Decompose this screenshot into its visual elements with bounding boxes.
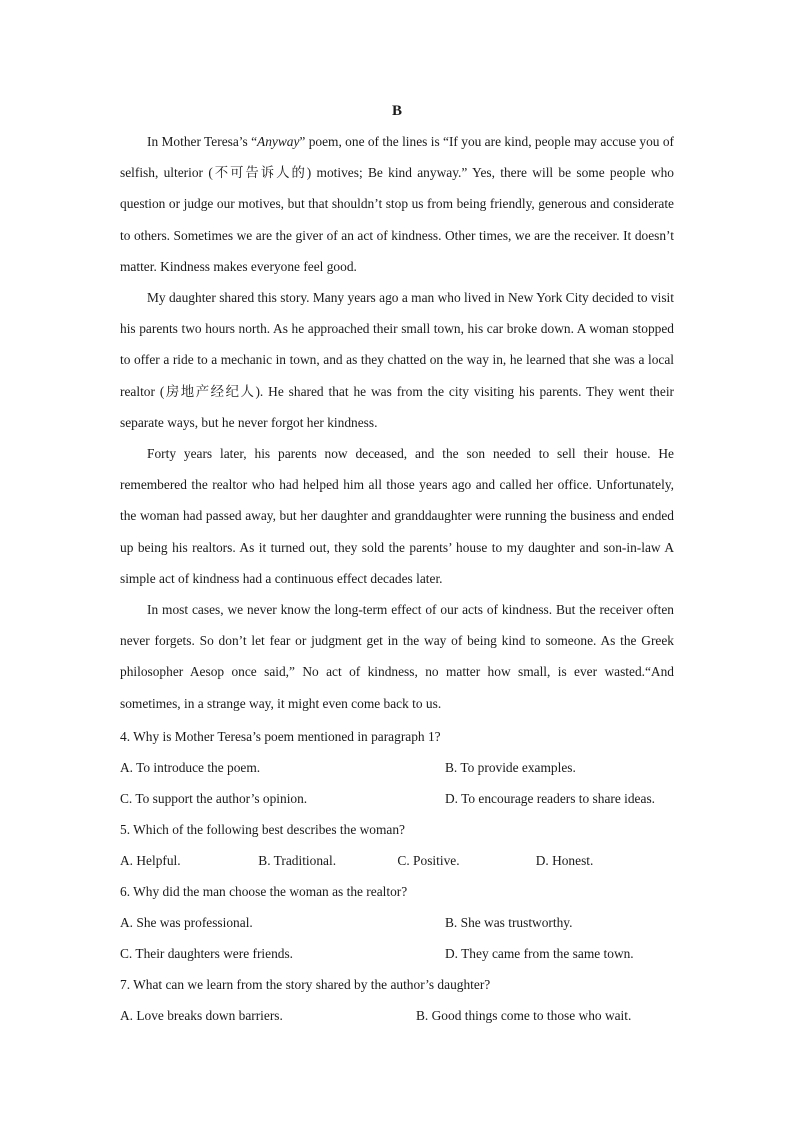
poem-title: Anyway: [257, 134, 300, 149]
option-b: B. She was trustworthy.: [445, 914, 573, 930]
paragraph-1-text-start: In Mother Teresa’s “: [147, 134, 258, 149]
options-row: [120, 783, 674, 814]
options-row: [120, 1000, 674, 1031]
option-d: D. To encourage readers to share ideas.: [445, 790, 655, 806]
passage-paragraph-3: Forty years later, his parents now deceased, and the son needed to sell their house. He remembered the realtor who had helped him all those years ago and called her office. Unfortunately, the woman had passed away, but her daughter and granddaughter were running the business and ended up being his realtors. As it turned out, they sold the parents’ house to my daughter and son-in-law A simple act of kindness had a continuous effect decades later.: [120, 446, 674, 586]
option-a: A. She was professional.: [120, 914, 253, 930]
question-stem: 5. Which of the following best describes the woman?: [120, 821, 405, 837]
options-row: [120, 938, 674, 969]
option-d: D. They came from the same town.: [445, 945, 634, 961]
question-6: [120, 876, 674, 969]
option-b: B. Good things come to those who wait.: [416, 1007, 632, 1023]
options-row: [120, 752, 674, 783]
options-row: [120, 845, 674, 876]
option-c: C. To support the author’s opinion.: [120, 790, 308, 806]
question-stem: 6. Why did the man choose the woman as the realtor?: [120, 883, 408, 899]
paragraph-1-text-rest: ” poem, one of the lines is “If you are kind, people may accuse you of selfish, ulterior (不可告诉人的) motives; Be kind anyway.” Yes, there will be some people who question or judge our motives, but that shouldn’t stop us from being friendly, generous and considerate to others. Sometimes we are the giver of an act of kindness. Other times, we are the receiver. It doesn’t matter. Kindness makes everyone feel good.: [120, 134, 674, 274]
question-4: [120, 721, 674, 814]
passage-paragraph-2: My daughter shared this story. Many years ago a man who lived in New York City decided to visit his parents two hours north. As he approached their small town, his car broke down. A woman stopped to offer a ride to a mechanic in town, and as they chatted on the way in, he learned that she was a local realtor (房地产经纪人). He shared that he was from the city visiting his parents. They went their separate ways, but he never forgot her kindness.: [120, 290, 674, 430]
option-a: A. Helpful.: [120, 852, 181, 868]
question-5: [120, 814, 674, 876]
option-d: D. Honest.: [535, 852, 594, 868]
option-b: B. To provide examples.: [445, 759, 576, 775]
option-c: C. Their daughters were friends.: [120, 945, 294, 961]
question-7: [120, 969, 674, 1031]
document-page: [120, 98, 674, 1031]
option-b: B. Traditional.: [258, 852, 337, 868]
passage-paragraph-1: [120, 126, 674, 282]
option-a: A. Love breaks down barriers.: [120, 1007, 283, 1023]
options-row: [120, 907, 674, 938]
option-c: C. Positive.: [397, 852, 460, 868]
section-heading: B: [391, 103, 402, 119]
question-stem: 4. Why is Mother Teresa’s poem mentioned in paragraph 1?: [120, 728, 441, 744]
question-stem: 7. What can we learn from the story shared by the author’s daughter?: [120, 976, 491, 992]
passage-paragraph-4: In most cases, we never know the long-term effect of our acts of kindness. But the receiver often never forgets. So don’t let fear or judgment get in the way of being kind to someone. As the Greek philosopher Aesop once said,” No act of kindness, no matter how small, is ever wasted.“And sometimes, in a strange way, it might even come back to us.: [120, 602, 674, 711]
option-a: A. To introduce the poem.: [120, 759, 261, 775]
